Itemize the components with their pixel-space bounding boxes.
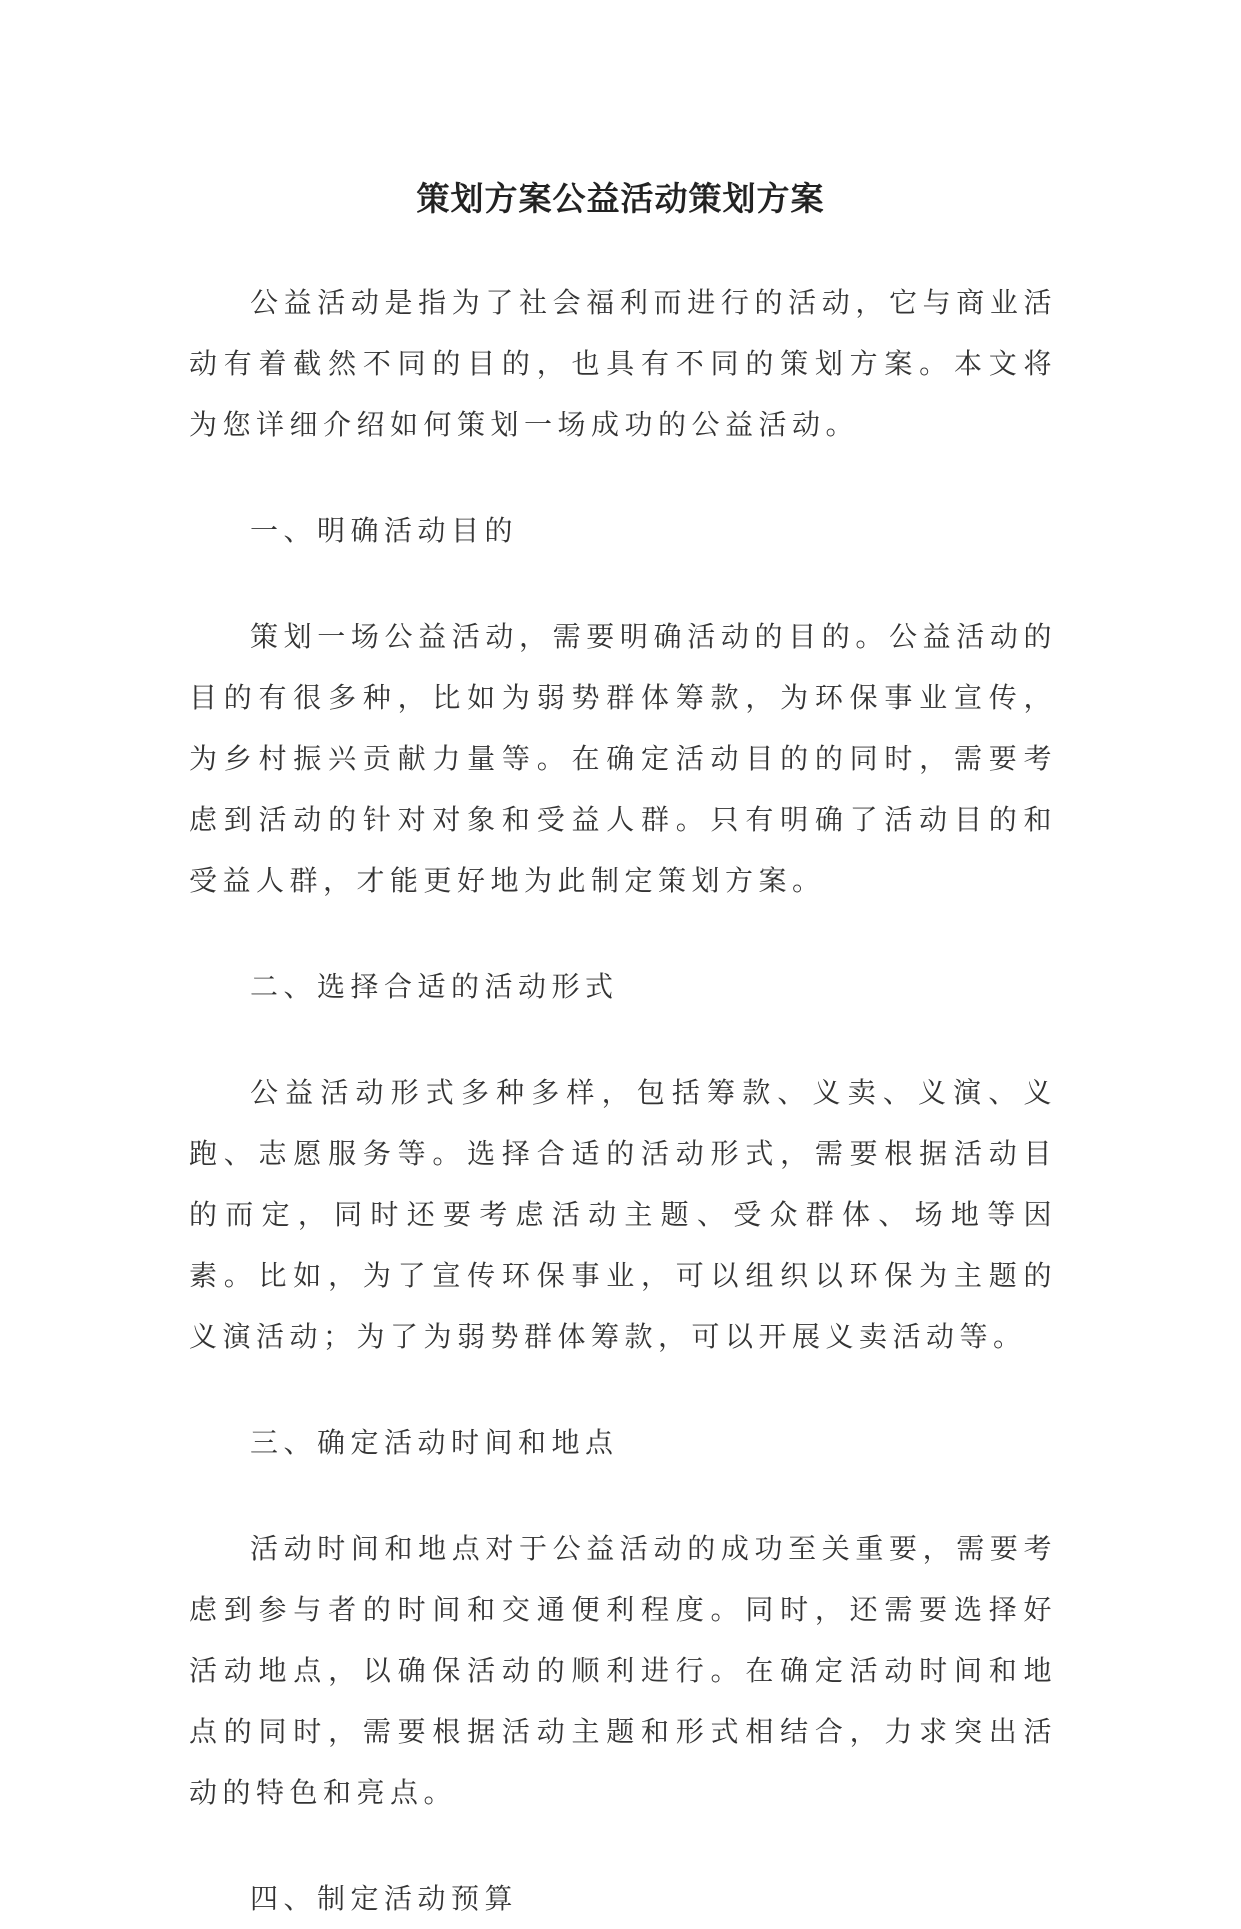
section-3-paragraph: 活动时间和地点对于公益活动的成功至关重要，需要考虑到参与者的时间和交通便利程度。同时，还需要选择好活动地点，以确保活动的顺利进行。在确定活动时间和地点的同时，需要根据活动主题和形式相结合，力求突出活动的特色和亮点。 [189,1532,1057,1809]
section-heading-1: 一、明确活动目的 [250,514,519,547]
intro-paragraph: 公益活动是指为了社会福利而进行的活动，它与商业活动有着截然不同的目的，也具有不同的策划方案。本文将为您详细介绍如何策划一场成功的公益活动。 [189,286,1057,441]
document-body [189,272,1057,1929]
section-heading-2: 二、选择合适的活动形式 [250,970,619,1003]
document-title: 策划方案公益活动策划方案 [416,179,825,218]
section-2-paragraph: 公益活动形式多种多样，包括筹款、义卖、义演、义跑、志愿服务等。选择合适的活动形式，需要根据活动目的而定，同时还要考虑活动主题、受众群体、场地等因素。比如，为了宣传环保事业，可以组织以环保为主题的义演活动；为了为弱势群体筹款，可以开展义卖活动等。 [189,1076,1057,1353]
section-heading-3: 三、确定活动时间和地点 [250,1426,619,1459]
section-1-paragraph: 策划一场公益活动，需要明确活动的目的。公益活动的目的有很多种，比如为弱势群体筹款，为环保事业宣传，为乡村振兴贡献力量等。在确定活动目的的同时，需要考虑到活动的针对对象和受益人群。只有明确了活动目的和受益人群，才能更好地为此制定策划方案。 [189,620,1057,897]
section-heading-4: 四、制定活动预算 [250,1882,519,1915]
